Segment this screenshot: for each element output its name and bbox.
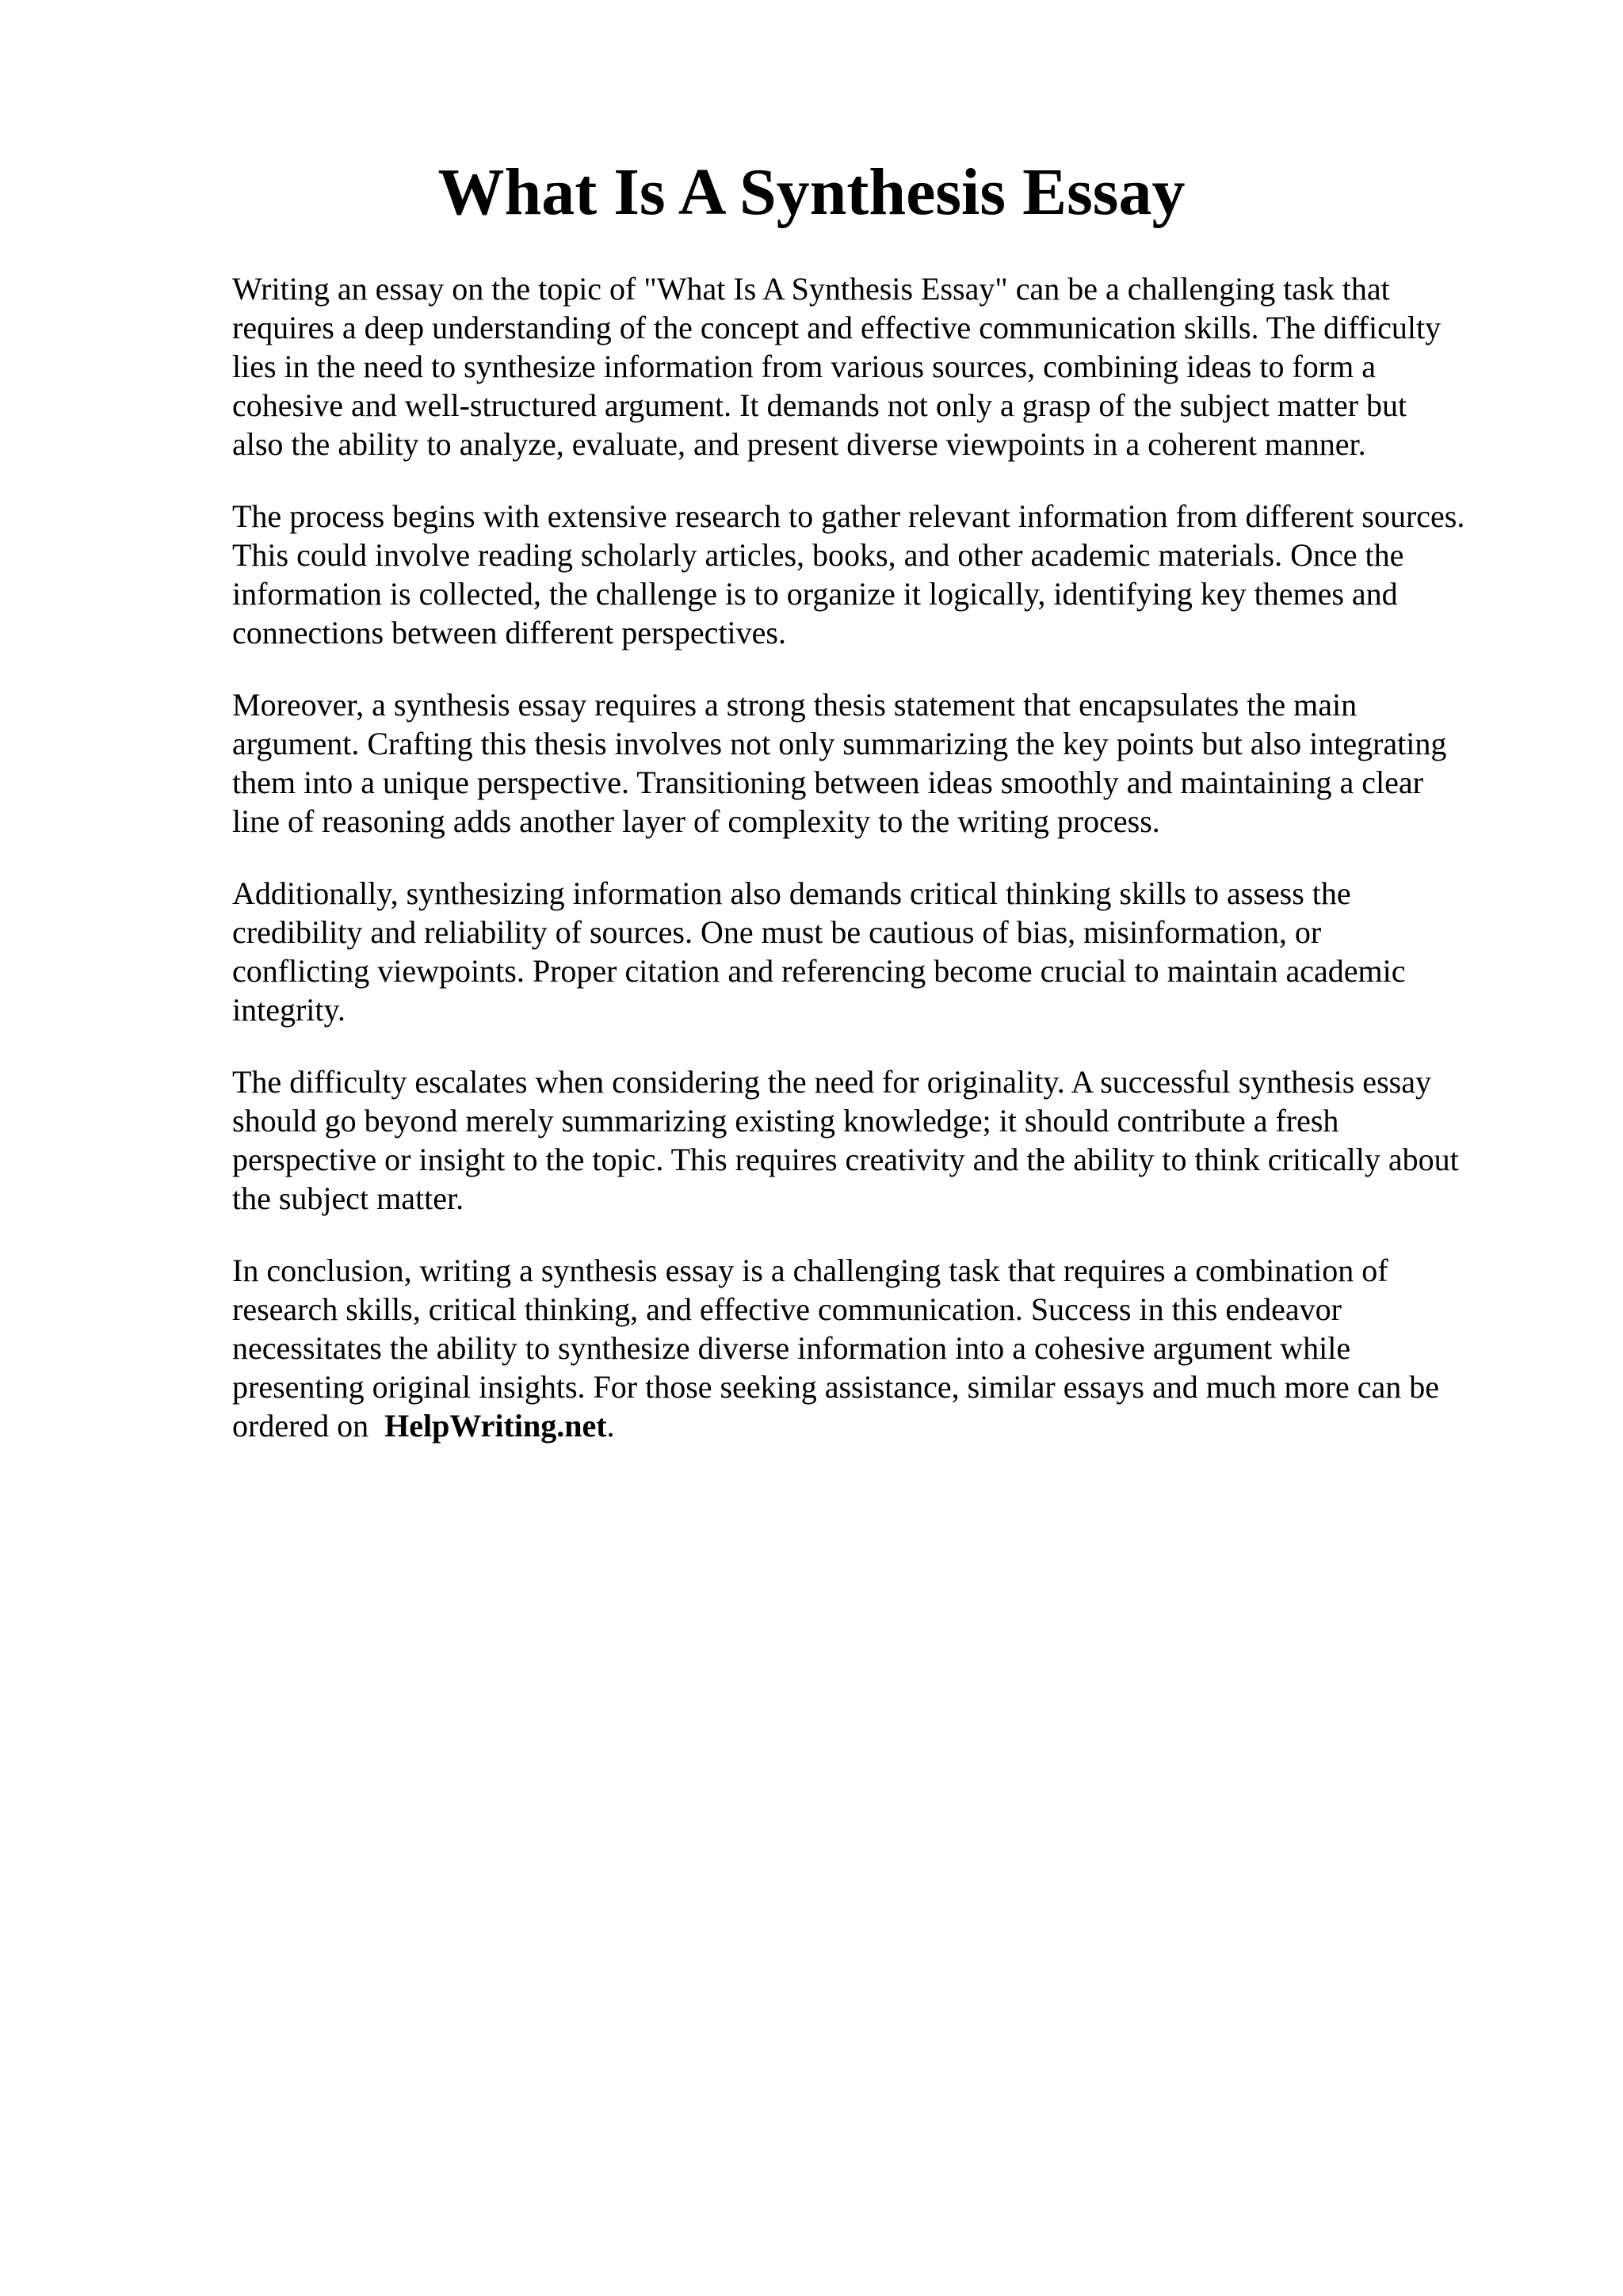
text-line: The difficulty escalates when considering the need for originality. A successful synthesis essay <box>232 1064 1431 1100</box>
text-line: The process begins with extensive research to gather relevant information from different sources. <box>232 498 1465 534</box>
text-line: lies in the need to synthesize information from various sources, combining ideas to form a <box>232 349 1376 384</box>
text-line: also the ability to analyze, evaluate, and present diverse viewpoints in a coherent manner. <box>232 426 1366 462</box>
paragraph-thesis <box>232 685 1532 841</box>
text-line: necessitates the ability to synthesize diverse information into a cohesive argument while <box>232 1330 1351 1366</box>
helpwriting-link[interactable]: HelpWriting.net <box>384 1408 607 1444</box>
text-line: them into a unique perspective. Transitioning between ideas smoothly and maintaining a clear <box>232 765 1423 800</box>
text-line: presenting original insights. For those seeking assistance, similar essays and much more can be <box>232 1369 1440 1405</box>
text-line: line of reasoning adds another layer of complexity to the writing process. <box>232 803 1160 839</box>
text-line: Writing an essay on the topic of "What Is A Synthesis Essay" can be a challenging task that <box>232 271 1390 307</box>
text-line: should go beyond merely summarizing existing knowledge; it should contribute a fresh <box>232 1103 1339 1138</box>
text-line: conflicting viewpoints. Proper citation and referencing become crucial to maintain academic <box>232 953 1406 989</box>
text-line: perspective or insight to the topic. This requires creativity and the ability to think critically about <box>232 1142 1459 1177</box>
document-title: What Is A Synthesis Essay <box>437 155 1186 229</box>
text-line: information is collected, the challenge is to organize it logically, identifying key themes and <box>232 576 1398 612</box>
text-line: research skills, critical thinking, and effective communication. Success in this endeavor <box>232 1291 1342 1327</box>
paragraph-critical-thinking <box>232 874 1532 1029</box>
paragraph-introduction <box>232 269 1532 463</box>
text-line: This could involve reading scholarly articles, books, and other academic materials. Once the <box>232 537 1404 573</box>
text-line: Moreover, a synthesis essay requires a strong thesis statement that encapsulates the main <box>232 687 1358 723</box>
text-line: integrity. <box>232 992 346 1028</box>
paragraph-originality <box>232 1062 1532 1218</box>
text-line: the subject matter. <box>232 1180 464 1216</box>
text-line: requires a deep understanding of the concept and effective communication skills. The difficulty <box>232 310 1442 345</box>
paragraph-conclusion <box>232 1251 1532 1445</box>
text-line: argument. Crafting this thesis involves not only summarizing the key points but also integrating <box>232 726 1447 761</box>
text-line-with-link <box>232 1406 1532 1445</box>
text-segment: ordered on <box>232 1408 377 1444</box>
text-segment: . <box>606 1408 615 1444</box>
paragraph-research-process <box>232 497 1532 652</box>
text-line: In conclusion, writing a synthesis essay is a challenging task that requires a combination of <box>232 1253 1388 1288</box>
text-line: credibility and reliability of sources. One must be cautious of bias, misinformation, or <box>232 914 1322 950</box>
text-line: Additionally, synthesizing information also demands critical thinking skills to assess the <box>232 875 1351 911</box>
document-body <box>232 269 1532 1478</box>
text-line: connections between different perspectives. <box>232 615 786 650</box>
text-line: cohesive and well-structured argument. It demands not only a grasp of the subject matter but <box>232 387 1407 423</box>
